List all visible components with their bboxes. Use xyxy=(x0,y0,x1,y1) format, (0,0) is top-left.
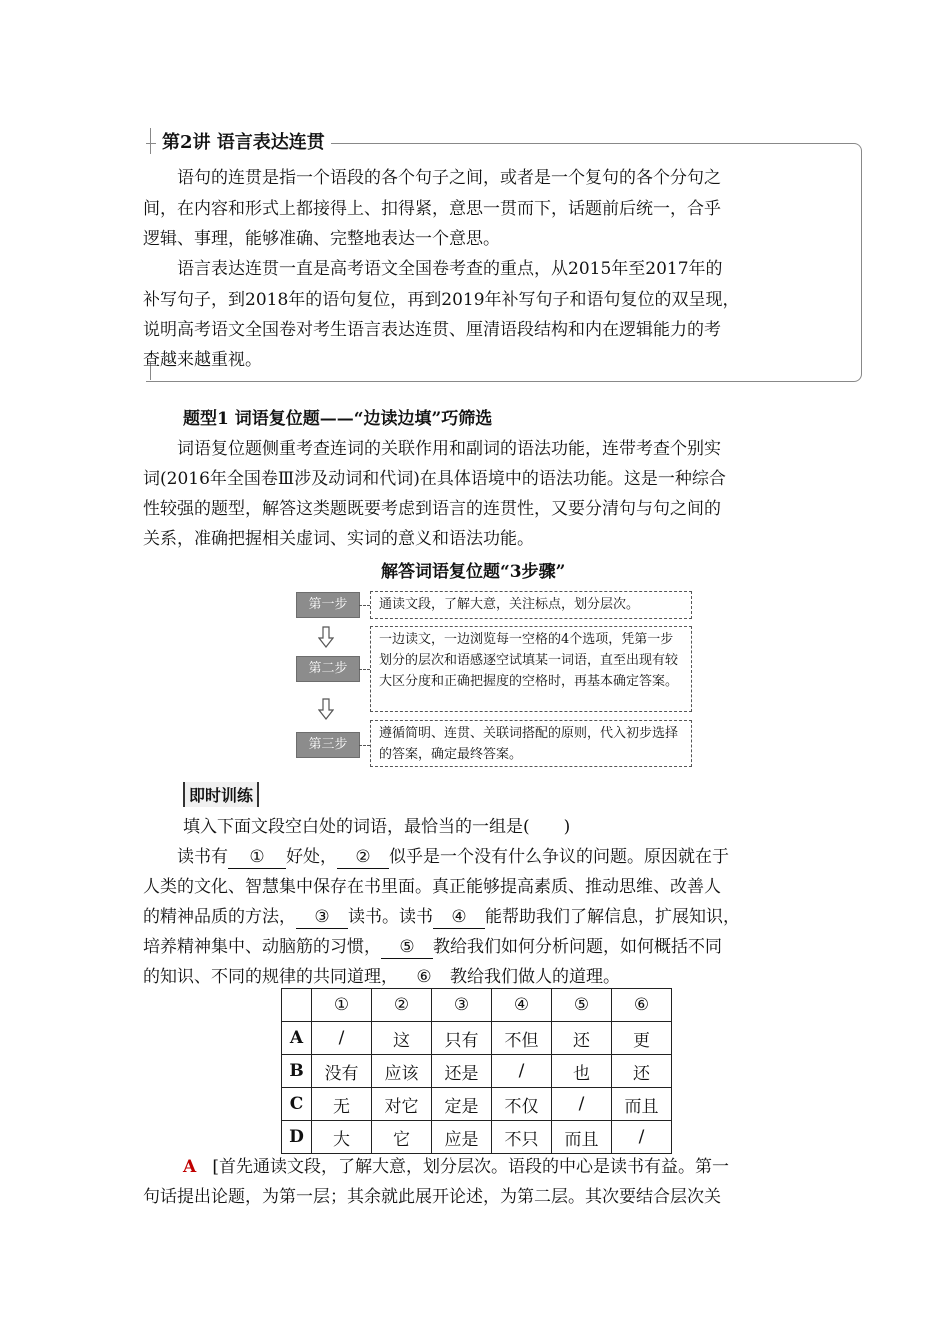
blank-1[interactable]: ① xyxy=(228,846,286,869)
option-letter: C xyxy=(282,1088,312,1121)
step-text-1: 通读文段，了解大意，关注标点，划分层次。 xyxy=(370,591,692,619)
connector xyxy=(359,745,370,746)
table-cell xyxy=(282,989,312,1022)
table-row xyxy=(282,1055,672,1088)
step-label-3: 第三步 xyxy=(296,732,360,758)
passage-line: 读书有 ① 好处， ② 似乎是一个没有什么争议的问题。原因就在于 xyxy=(177,847,729,867)
connector xyxy=(359,605,370,606)
table-cell: 这 xyxy=(372,1022,432,1055)
intro-line: 查越来越重视。 xyxy=(143,350,262,370)
table-cell: 应是 xyxy=(432,1121,492,1154)
blank-2[interactable]: ② xyxy=(337,846,389,869)
table-cell: 不但 xyxy=(492,1022,552,1055)
lecture-title: 第2讲 语言表达连贯 xyxy=(156,128,331,154)
diagram-title: 解答词语复位题“3步骤” xyxy=(381,562,566,582)
question-stem: 填入下面文段空白处的词语，最恰当的一组是( ) xyxy=(183,817,571,837)
table-cell: ① xyxy=(312,989,372,1022)
table-cell: 无 xyxy=(312,1088,372,1121)
table-cell: ② xyxy=(372,989,432,1022)
table-cell: 更 xyxy=(612,1022,672,1055)
table-header-row xyxy=(282,989,672,1022)
table-cell: / xyxy=(552,1088,612,1121)
intro-line: 逻辑、事理，能够准确、完整地表达一个意思。 xyxy=(143,229,500,249)
table-row xyxy=(282,1088,672,1121)
answer-letter: A xyxy=(183,1157,197,1177)
intro-line: 语句的连贯是指一个语段的各个句子之间，或者是一个复句的各个分句之 xyxy=(177,168,721,188)
step-label-1: 第一步 xyxy=(296,592,360,618)
table-cell: 不仅 xyxy=(492,1088,552,1121)
table-cell: 也 xyxy=(552,1055,612,1088)
table-cell: 不只 xyxy=(492,1121,552,1154)
table-cell: 没有 xyxy=(312,1055,372,1088)
table-row xyxy=(282,1022,672,1055)
section-line: 词语复位题侧重考查连词的关联作用和副词的语法功能，连带考查个别实 xyxy=(177,439,721,459)
section-line: 词(2016年全国卷Ⅲ涉及动词和代词)在具体语境中的语法功能。这是一种综合 xyxy=(143,469,726,489)
passage-line: 的知识、不同的规律的共同道理， ⑥ 教给我们做人的道理。 xyxy=(143,967,620,987)
table-cell: 还 xyxy=(552,1022,612,1055)
arrow-down-icon xyxy=(318,698,334,720)
arrow-down-icon xyxy=(318,626,334,648)
frame-tick xyxy=(150,128,151,154)
table-cell: 它 xyxy=(372,1121,432,1154)
table-cell: ⑥ xyxy=(612,989,672,1022)
table-cell: ③ xyxy=(432,989,492,1022)
passage-line: 人类的文化、智慧集中保存在书里面。真正能够提高素质、推动思维、改善人 xyxy=(143,877,721,897)
option-letter: A xyxy=(282,1022,312,1055)
table-cell: / xyxy=(312,1022,372,1055)
blank-4[interactable]: ④ xyxy=(433,906,485,929)
table-cell: 还是 xyxy=(432,1055,492,1088)
table-cell: 大 xyxy=(312,1121,372,1154)
passage-line: 的精神品质的方法， ③ 读书。读书 ④ 能帮助我们了解信息，扩展知识， xyxy=(143,907,740,927)
connector xyxy=(359,669,370,670)
intro-line: 说明高考语文全国卷对考生语言表达连贯、厘清语段结构和内在逻辑能力的考 xyxy=(143,320,721,340)
table-row xyxy=(282,1121,672,1154)
option-letter: B xyxy=(282,1055,312,1088)
table-cell: 而且 xyxy=(552,1121,612,1154)
table-cell: / xyxy=(492,1055,552,1088)
table-cell: 还 xyxy=(612,1055,672,1088)
step-text-2: 一边读文，一边浏览每一空格的4个选项，凭第一步划分的层次和语感逐空试填某一词语，直至出现有较大区分度和正确把握度的空格时，再基本确定答案。 xyxy=(370,626,692,712)
table-cell: ⑤ xyxy=(552,989,612,1022)
blank-3[interactable]: ③ xyxy=(296,906,348,929)
table-cell: 对它 xyxy=(372,1088,432,1121)
table-cell: 定是 xyxy=(432,1088,492,1121)
table-cell: 应该 xyxy=(372,1055,432,1088)
intro-line: 补写句子，到2018年的语句复位，再到2019年补写句子和语句复位的双呈现， xyxy=(143,290,740,310)
practice-tag: 即时训练 xyxy=(183,782,259,807)
section-line: 关系，准确把握相关虚词、实词的意义和语法功能。 xyxy=(143,529,534,549)
table-cell: ④ xyxy=(492,989,552,1022)
answer-line: 句话提出论题，为第一层；其余就此展开论述，为第二层。其次要结合层次关 xyxy=(143,1187,721,1207)
step-text-3: 遵循简明、连贯、关联词搭配的原则，代入初步选择的答案，确定最终答案。 xyxy=(370,720,692,767)
options-table xyxy=(281,988,672,1154)
table-cell: 只有 xyxy=(432,1022,492,1055)
intro-line: 语言表达连贯一直是高考语文全国卷考查的重点，从2015年至2017年的 xyxy=(177,259,723,279)
step-label-2: 第二步 xyxy=(296,656,360,682)
table-cell: / xyxy=(612,1121,672,1154)
blank-6[interactable]: ⑥ xyxy=(398,966,450,989)
passage-line: 培养精神集中、动脑筋的习惯， ⑤ 教给我们如何分析问题，如何概括不同 xyxy=(143,937,722,957)
table-cell: 而且 xyxy=(612,1088,672,1121)
option-letter: D xyxy=(282,1121,312,1154)
answer-line: A [首先通读文段，了解大意，划分层次。语段的中心是读书有益。第一 xyxy=(183,1157,730,1177)
section-heading: 题型1 词语复位题——“边读边填”巧筛选 xyxy=(183,409,493,429)
intro-line: 间，在内容和形式上都接得上、扣得紧，意思一贯而下，话题前后统一，合乎 xyxy=(143,199,721,219)
section-line: 性较强的题型，解答这类题既要考虑到语言的连贯性，又要分清句与句之间的 xyxy=(143,499,721,519)
blank-5[interactable]: ⑤ xyxy=(381,936,433,959)
